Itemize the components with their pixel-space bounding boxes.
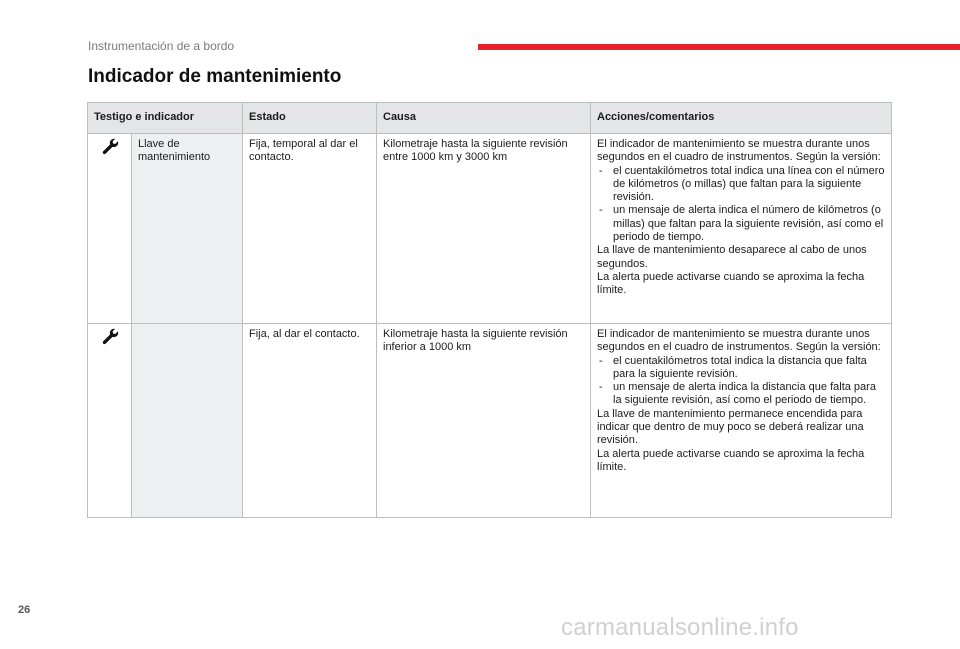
icon-cell — [88, 134, 132, 324]
section-accent-bar — [478, 44, 960, 50]
table-row — [88, 134, 892, 324]
table-row — [88, 324, 892, 518]
acciones-note: La llave de mantenimiento permanece encendida para indicar que dentro de muy poco se deberá realizar una revisión. — [597, 407, 864, 447]
indicator-name-cell — [132, 324, 243, 518]
list-item: - un mensaje de alerta indica el número de kilómetros (o millas) que faltan para la siguiente revisión, así como el periodo de tiempo. — [597, 204, 885, 244]
acciones-list — [597, 165, 885, 245]
wrench-icon — [94, 328, 125, 346]
table-header-row — [88, 103, 892, 134]
acciones-note: La llave de mantenimiento desaparece al cabo de unos segundos. — [597, 244, 867, 270]
column-header-indicator: Testigo e indicador — [88, 103, 243, 134]
watermark: carmanualsonline.info — [561, 614, 799, 641]
page-number: 26 — [18, 604, 31, 616]
column-header-estado: Estado — [243, 103, 377, 134]
acciones-cell — [591, 134, 892, 324]
page-title: Indicador de mantenimiento — [88, 66, 342, 87]
acciones-note: La alerta puede activarse cuando se aproxima la fecha límite. — [597, 447, 865, 473]
icon-cell — [88, 324, 132, 518]
list-item: - el cuentakilómetros total indica la distancia que falta para la siguiente revisión. — [597, 355, 885, 382]
acciones-intro: El indicador de mantenimiento se muestra durante unos segundos en el cuadro de instrumentos. Según la versión: — [597, 328, 881, 354]
wrench-icon — [94, 138, 125, 156]
estado-cell: Fija, al dar el contacto. — [243, 324, 377, 518]
causa-cell: Kilometraje hasta la siguiente revisión entre 1000 km y 3000 km — [377, 134, 591, 324]
maintenance-indicator-table — [87, 102, 892, 518]
indicator-name-cell: Llave de mantenimiento — [132, 134, 243, 324]
column-header-causa: Causa — [377, 103, 591, 134]
list-item: - un mensaje de alerta indica la distancia que falta para la siguiente revisión, así como el periodo de tiempo. — [597, 381, 885, 408]
section-header: Instrumentación de a bordo — [88, 39, 235, 53]
acciones-note: La alerta puede activarse cuando se aproxima la fecha límite. — [597, 270, 865, 297]
causa-cell: Kilometraje hasta la siguiente revisión inferior a 1000 km — [377, 324, 591, 518]
acciones-intro: El indicador de mantenimiento se muestra durante unos segundos en el cuadro de instrumentos. Según la versión: — [597, 138, 881, 164]
estado-cell: Fija, temporal al dar el contacto. — [243, 134, 377, 324]
column-header-acciones: Acciones/comentarios — [591, 103, 892, 134]
list-item: - el cuentakilómetros total indica una línea con el número de kilómetros (o millas) que faltan para la siguiente revisión. — [597, 165, 885, 205]
acciones-cell — [591, 324, 892, 518]
acciones-list — [597, 355, 885, 408]
